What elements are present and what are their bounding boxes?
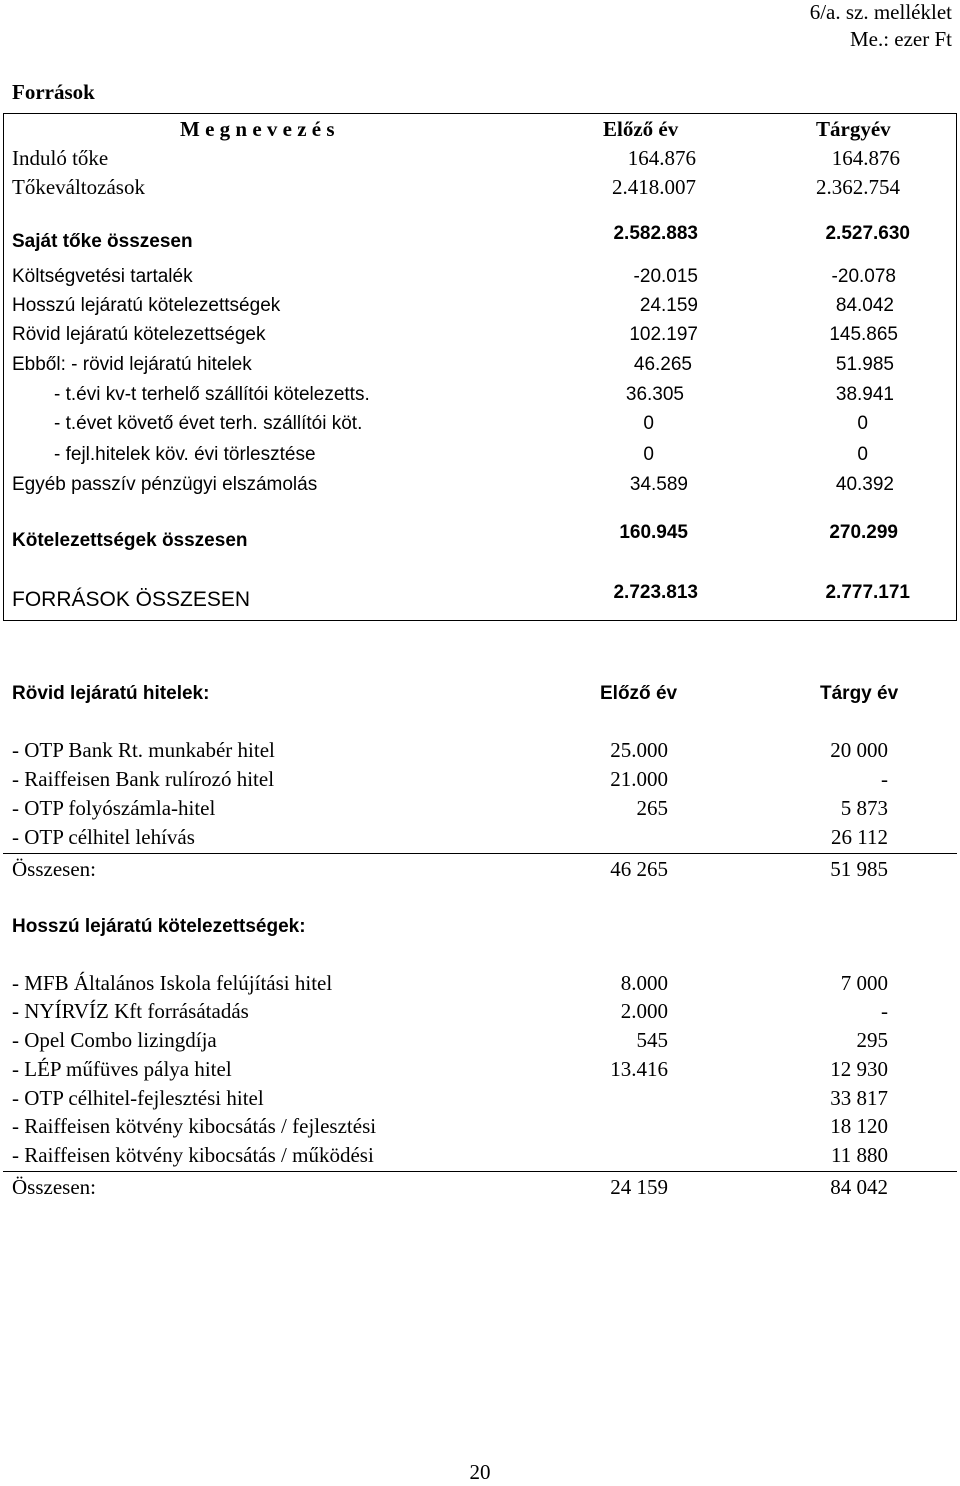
row-cur: 0: [857, 413, 868, 434]
list-item-name: - Raiffeisen kötvény kibocsátás / fejlesztési: [12, 1114, 377, 1138]
list-item-name: - OTP folyószámla-hitel: [12, 796, 216, 820]
row-prev: 2.723.813: [613, 582, 698, 603]
row-prev: 2.418.007: [612, 175, 696, 199]
list-item-cur: -: [881, 999, 888, 1023]
list-item-prev: 545: [636, 1028, 668, 1052]
row-prev: 34.589: [629, 474, 688, 495]
short-loans-cur-label: Tárgy év: [820, 683, 899, 704]
list-item-cur: 26 112: [831, 825, 888, 849]
list-item-cur: 7 000: [840, 971, 888, 995]
list-item-prev: 2.000: [620, 999, 668, 1023]
divider: [3, 1171, 957, 1172]
total-label: Összesen:: [12, 857, 96, 881]
list-item-name: - Raiffeisen Bank rulírozó hitel: [12, 767, 275, 791]
row-cur: 145.865: [829, 324, 898, 345]
list-item-cur: 11 880: [831, 1143, 888, 1167]
list-item-name: - OTP Bank Rt. munkabér hitel: [12, 738, 275, 762]
long-liab-title: Hosszú lejáratú kötelezettségek:: [12, 916, 306, 937]
list-item-prev: 21.000: [610, 767, 668, 791]
row-cur: 84.042: [835, 295, 894, 316]
row-cur: 164.876: [831, 146, 900, 170]
list-item-cur: 20 000: [830, 738, 888, 762]
list-item-name: - Raiffeisen kötvény kibocsátás / működési: [12, 1143, 374, 1167]
row-cur: 40.392: [835, 474, 894, 495]
list-item-cur: 33 817: [830, 1086, 888, 1110]
header-current-year: Tárgyév: [816, 117, 891, 141]
row-cur: 38.941: [835, 384, 894, 405]
row-name: Hosszú lejáratú kötelezettségek: [12, 295, 281, 316]
page-number: 20: [469, 1460, 491, 1484]
list-item-prev: 13.416: [610, 1057, 668, 1081]
row-prev: -20.015: [633, 266, 698, 287]
list-item-name: - NYÍRVÍZ Kft forrásátadás: [12, 999, 249, 1023]
row-prev: 24.159: [639, 295, 698, 316]
row-name: Ebből: - rövid lejáratú hitelek: [12, 354, 252, 375]
row-prev: 102.197: [629, 324, 698, 345]
row-name: Tőkeváltozások: [12, 175, 145, 199]
row-cur: 270.299: [829, 522, 898, 543]
list-item-name: - MFB Általános Iskola felújítási hitel: [12, 971, 333, 995]
annex-number: 6/a. sz. melléklet: [809, 0, 952, 24]
header-prev-year: Előző év: [603, 117, 679, 141]
row-name: Egyéb passzív pénzügyi elszámolás: [12, 474, 318, 495]
list-item-prev: 8.000: [620, 971, 668, 995]
row-prev: 0: [643, 413, 654, 434]
short-loans-prev-label: Előző év: [600, 683, 678, 704]
list-item-name: - OTP célhitel lehívás: [12, 825, 195, 849]
row-cur: 51.985: [835, 354, 894, 375]
row-name: - t.évet követő évet terh. szállítói köt.: [54, 413, 363, 434]
row-cur: 2.362.754: [816, 175, 900, 199]
row-name: Költségvetési tartalék: [12, 266, 193, 287]
total-cur: 51 985: [830, 857, 888, 881]
row-cur: 2.527.630: [825, 223, 910, 244]
list-item-cur: 295: [856, 1028, 888, 1052]
list-item-prev: 265: [636, 796, 668, 820]
row-prev: 36.305: [625, 384, 684, 405]
row-name: FORRÁSOK ÖSSZESEN: [12, 588, 251, 611]
row-cur: 0: [857, 444, 868, 465]
header-name: M e g n e v e z é s: [180, 117, 335, 141]
list-item-cur: -: [881, 767, 888, 791]
list-item-cur: 12 930: [830, 1057, 888, 1081]
list-item-cur: 18 120: [830, 1114, 888, 1138]
list-item-name: - Opel Combo lizingdíja: [12, 1028, 217, 1052]
row-name: Induló tőke: [12, 146, 109, 170]
list-item-name: - LÉP műfüves pálya hitel: [12, 1057, 232, 1081]
row-cur: 2.777.171: [825, 582, 910, 603]
total-prev: 46 265: [610, 857, 668, 881]
row-name: Kötelezettségek összesen: [12, 530, 248, 551]
row-prev: 164.876: [627, 146, 696, 170]
row-name: - fejl.hitelek köv. évi törlesztése: [54, 444, 316, 465]
unit-label: Me.: ezer Ft: [849, 27, 952, 51]
row-prev: 160.945: [619, 522, 688, 543]
section-title: Források: [12, 80, 95, 104]
row-cur: -20.078: [831, 266, 896, 287]
total-label: Összesen:: [12, 1175, 96, 1199]
row-prev: 46.265: [633, 354, 692, 375]
row-prev: 2.582.883: [613, 223, 698, 244]
row-name: Saját tőke összesen: [12, 231, 193, 252]
row-name: Rövid lejáratú kötelezettségek: [12, 324, 266, 345]
total-prev: 24 159: [610, 1175, 668, 1199]
divider: [3, 853, 957, 854]
list-item-prev: 25.000: [610, 738, 668, 762]
total-cur: 84 042: [830, 1175, 888, 1199]
short-loans-title: Rövid lejáratú hitelek:: [12, 683, 210, 704]
row-prev: 0: [643, 444, 654, 465]
row-name: - t.évi kv-t terhelő szállítói kötelezetts.: [54, 384, 370, 405]
list-item-cur: 5 873: [840, 796, 888, 820]
list-item-name: - OTP célhitel-fejlesztési hitel: [12, 1086, 264, 1110]
